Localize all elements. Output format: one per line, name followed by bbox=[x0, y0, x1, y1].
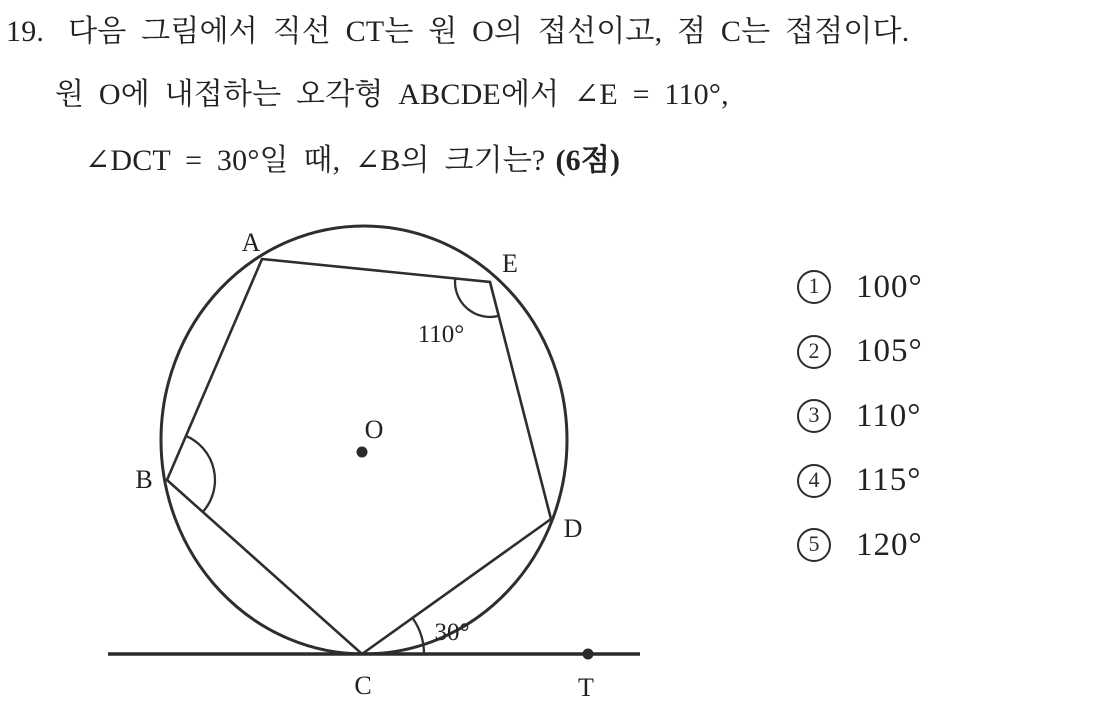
point-T-dot bbox=[583, 649, 594, 660]
vertex-label-B: B bbox=[135, 465, 153, 494]
choice-1-value: 100° bbox=[856, 268, 923, 305]
choice-4-value: 115° bbox=[856, 462, 922, 498]
answer-choice-5 bbox=[797, 528, 923, 562]
angle-arc-E bbox=[455, 279, 499, 317]
choice-2-value: 105° bbox=[856, 333, 923, 369]
vertex-label-E: E bbox=[502, 249, 518, 278]
answer-choice-1 bbox=[797, 270, 923, 304]
choice-2-marker: 2 bbox=[797, 335, 831, 369]
question-line-3 bbox=[85, 135, 620, 179]
vertex-label-A: A bbox=[241, 228, 261, 257]
angle-arc-B bbox=[186, 436, 215, 512]
answer-choice-3 bbox=[797, 399, 923, 433]
answer-choices bbox=[797, 270, 923, 562]
circle-O bbox=[161, 226, 567, 654]
center-O-dot bbox=[357, 447, 368, 458]
choice-4-marker: 4 bbox=[797, 464, 831, 498]
question-line-1-text: 다음 그림에서 직선 CT는 원 O의 접선이고, 점 C는 접점이다. bbox=[68, 15, 910, 48]
choice-5-value: 120° bbox=[856, 526, 923, 563]
question-line-2: 원 O에 내접하는 오각형 ABCDE에서 ∠E = 110°, bbox=[55, 78, 729, 111]
tangent-point-label-T: T bbox=[578, 673, 594, 702]
vertex-label-C: C bbox=[354, 671, 372, 700]
points-badge: (6점) bbox=[555, 144, 621, 177]
question-number: 19. bbox=[6, 15, 45, 48]
answer-choice-2 bbox=[797, 335, 923, 369]
center-label-O: O bbox=[364, 415, 384, 444]
vertex-label-D: D bbox=[563, 514, 583, 543]
choice-1-marker: 1 bbox=[797, 270, 831, 304]
angle-E-value-label: 110° bbox=[417, 321, 465, 348]
angle-DCT-value-label: 30° bbox=[434, 619, 470, 646]
pentagon-ABCDE bbox=[167, 259, 551, 654]
question-line-1 bbox=[6, 6, 909, 50]
choice-3-value: 110° bbox=[856, 397, 922, 434]
question-line-3-text: ∠DCT = 30°일 때, ∠B의 크기는? bbox=[85, 144, 546, 177]
choice-5-marker: 5 bbox=[797, 528, 831, 562]
angle-arc-DCT bbox=[413, 618, 425, 654]
answer-choice-4 bbox=[797, 464, 923, 498]
choice-3-marker: 3 bbox=[797, 399, 831, 433]
